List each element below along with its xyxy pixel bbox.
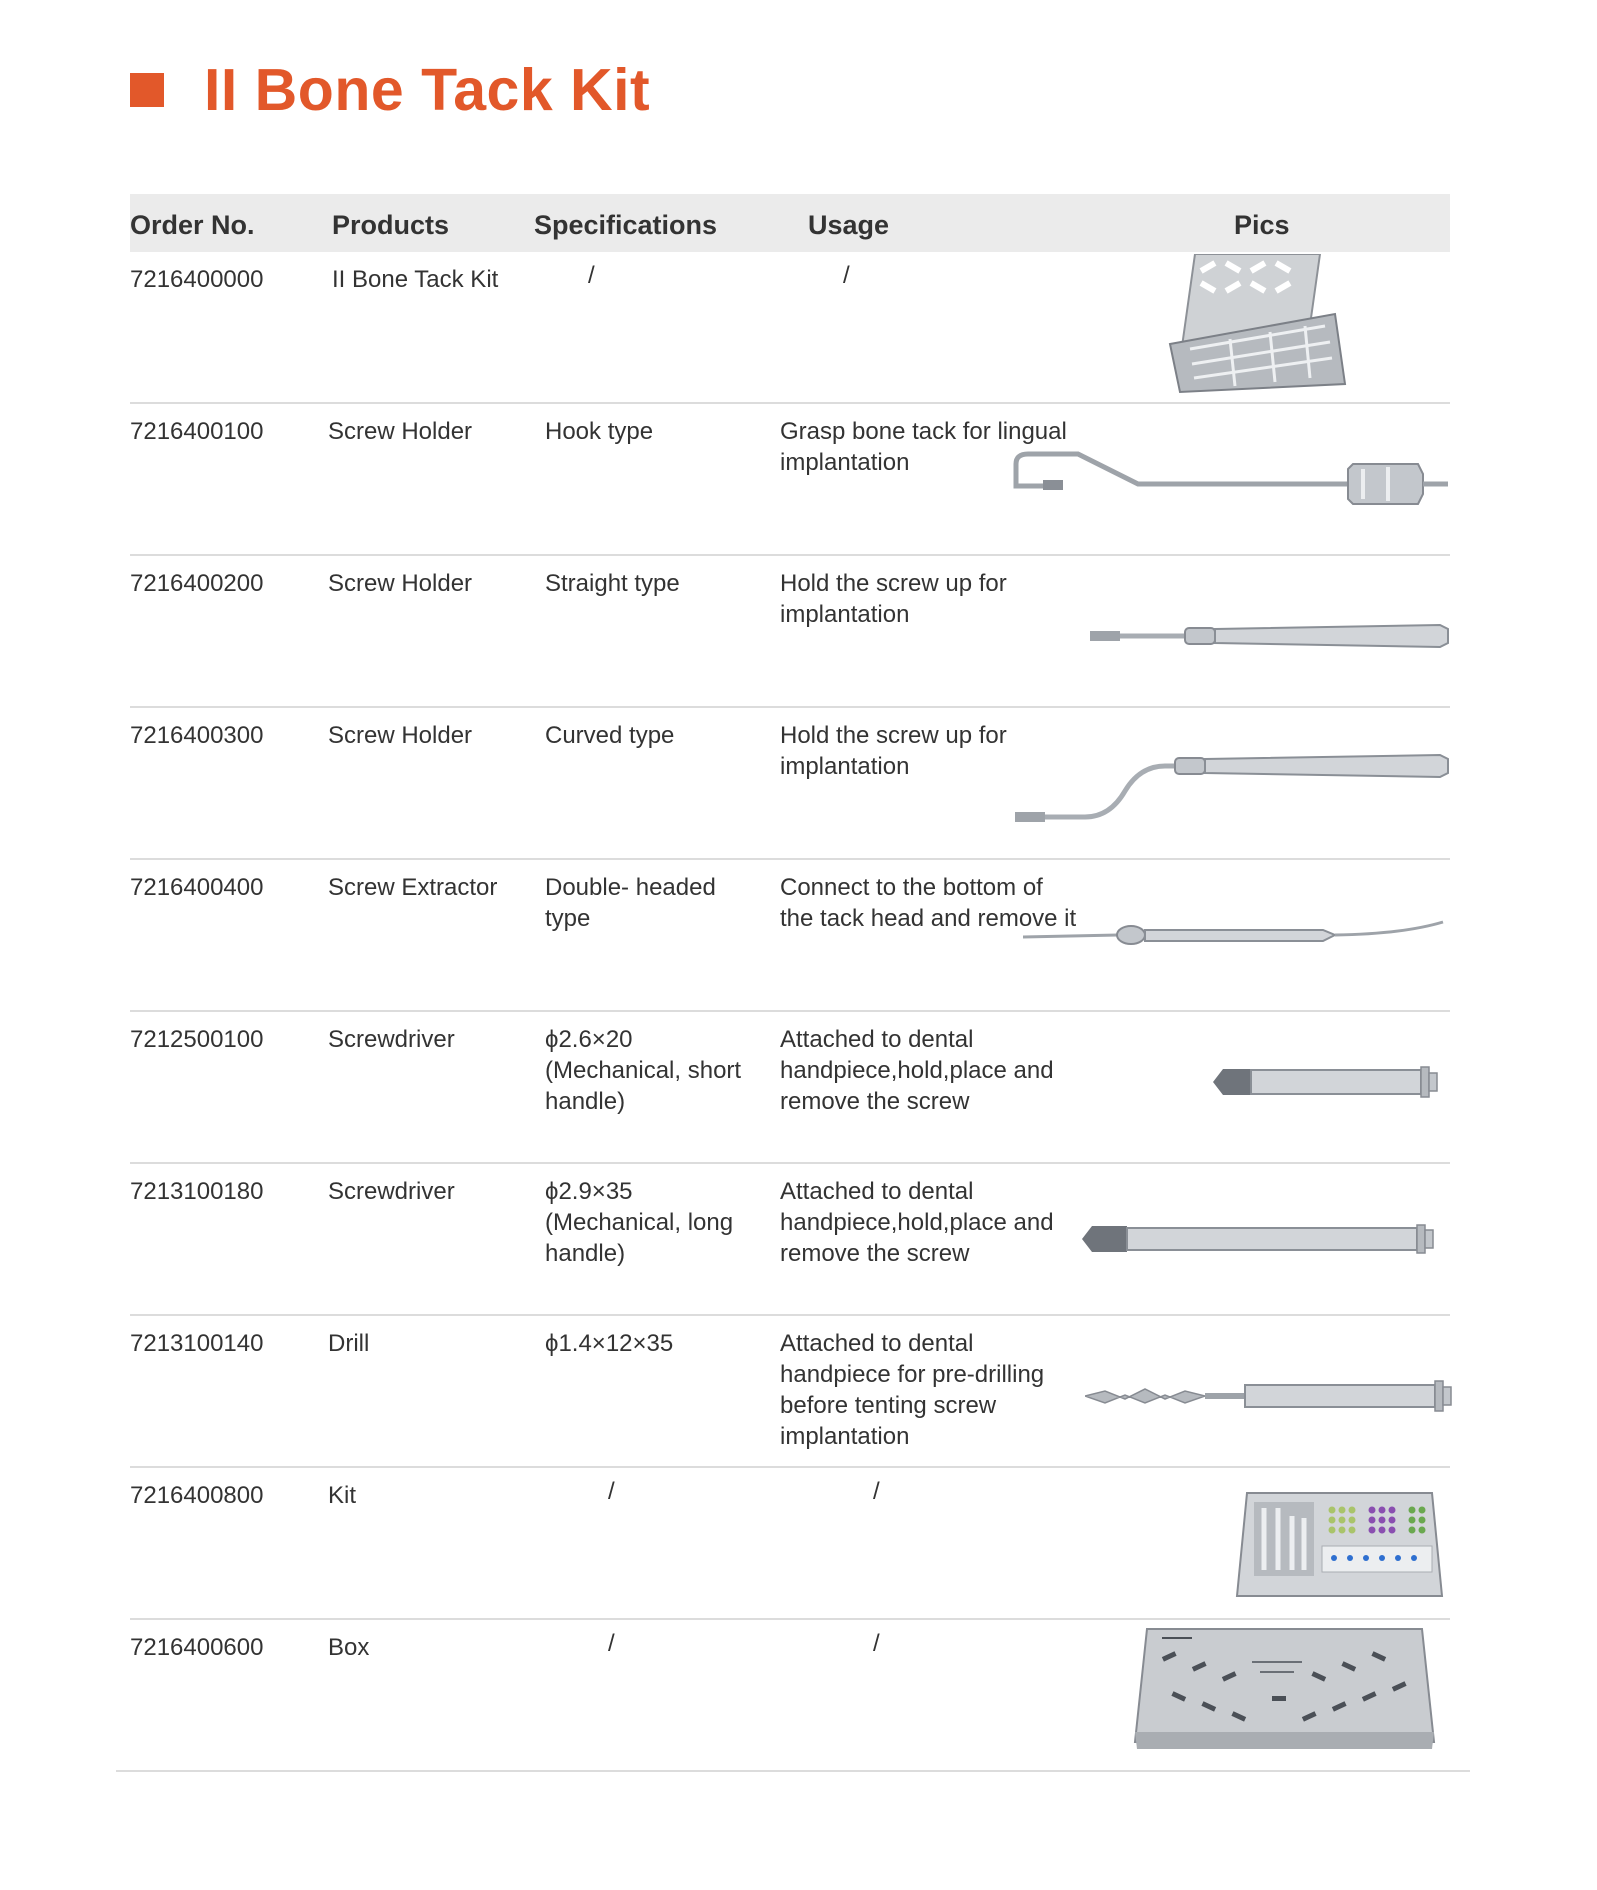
spec: Double- headed type bbox=[545, 874, 716, 932]
order-no: 7216400200 bbox=[130, 570, 264, 597]
spec: / bbox=[608, 1630, 615, 1657]
header-products: Products bbox=[332, 210, 450, 240]
table-row bbox=[130, 1164, 1450, 1316]
order-no: 7212500100 bbox=[130, 1026, 264, 1053]
usage: Grasp bone tack for lingual implantation bbox=[780, 418, 1067, 476]
usage: Connect to the bottom of the tack head and remove it bbox=[780, 874, 1077, 932]
order-no: 7216400100 bbox=[130, 418, 264, 445]
table-row bbox=[130, 556, 1450, 708]
spec: ϕ1.4×12×35 bbox=[545, 1330, 674, 1357]
title-square-icon bbox=[130, 73, 164, 107]
short-screwdriver-icon bbox=[1213, 1057, 1453, 1107]
product-name: Drill bbox=[328, 1330, 370, 1357]
table-row bbox=[130, 252, 1450, 404]
table-header bbox=[130, 194, 1450, 252]
order-no: 7216400300 bbox=[130, 722, 264, 749]
usage: Attached to dental handpiece for pre-drilling before tenting screw implantation bbox=[780, 1330, 1045, 1450]
order-no: 7216400600 bbox=[130, 1634, 264, 1661]
closed-box-icon bbox=[1132, 1624, 1437, 1754]
kit-tray-icon bbox=[1160, 254, 1360, 399]
order-no: 7213100180 bbox=[130, 1178, 264, 1205]
page-title bbox=[130, 57, 651, 123]
spec: / bbox=[608, 1478, 615, 1505]
table-row bbox=[130, 1316, 1450, 1468]
product-name: Screwdriver bbox=[328, 1178, 455, 1205]
product-name: Screw Extractor bbox=[328, 874, 498, 901]
product-name: Screw Holder bbox=[328, 570, 473, 597]
table-row bbox=[130, 860, 1450, 1012]
header-specifications: Specifications bbox=[534, 210, 718, 240]
usage: / bbox=[873, 1478, 880, 1505]
usage: Attached to dental handpiece,hold,place and remove the screw bbox=[780, 1178, 1054, 1267]
table-row bbox=[130, 1468, 1450, 1620]
header-usage: Usage bbox=[808, 210, 890, 240]
usage: / bbox=[873, 1630, 880, 1657]
product-name: Box bbox=[328, 1634, 370, 1661]
curved-screw-holder-icon bbox=[1015, 736, 1455, 836]
spec: Curved type bbox=[545, 722, 675, 749]
order-no: 7216400800 bbox=[130, 1482, 264, 1509]
order-no: 7216400000 bbox=[130, 266, 264, 293]
usage: Hold the screw up for implantation bbox=[780, 722, 1007, 780]
spec: ϕ2.9×35 (Mechanical, long handle) bbox=[545, 1178, 734, 1267]
product-name: Screwdriver bbox=[328, 1026, 455, 1053]
open-kit-icon bbox=[1232, 1488, 1447, 1608]
product-name: Kit bbox=[328, 1482, 357, 1509]
header-pics: Pics bbox=[1234, 210, 1290, 240]
header-order-no: Order No. bbox=[130, 210, 255, 240]
usage: / bbox=[843, 262, 850, 289]
spec: ϕ2.6×20 (Mechanical, short handle) bbox=[545, 1026, 742, 1115]
order-no: 7216400400 bbox=[130, 874, 264, 901]
table-row bbox=[130, 708, 1450, 860]
usage: Attached to dental handpiece,hold,place and remove the screw bbox=[780, 1026, 1054, 1115]
long-screwdriver-icon bbox=[1082, 1214, 1452, 1264]
row-divider bbox=[116, 1770, 1470, 1772]
product-name: Screw Holder bbox=[328, 722, 473, 749]
order-no: 7213100140 bbox=[130, 1330, 264, 1357]
spec: Straight type bbox=[545, 570, 680, 597]
drill-icon bbox=[1085, 1371, 1455, 1421]
straight-screw-holder-icon bbox=[1090, 611, 1450, 661]
product-name: Screw Holder bbox=[328, 418, 473, 445]
table-row bbox=[130, 404, 1450, 556]
table-row bbox=[130, 1012, 1450, 1164]
table-row bbox=[130, 1620, 1450, 1772]
hook-screw-holder-icon bbox=[1008, 434, 1448, 514]
usage: Hold the screw up for implantation bbox=[780, 570, 1007, 628]
spec: / bbox=[588, 262, 595, 289]
screw-extractor-icon bbox=[1023, 910, 1453, 960]
title-text: II Bone Tack Kit bbox=[204, 57, 651, 123]
spec: Hook type bbox=[545, 418, 654, 445]
product-name: II Bone Tack Kit bbox=[332, 266, 499, 293]
